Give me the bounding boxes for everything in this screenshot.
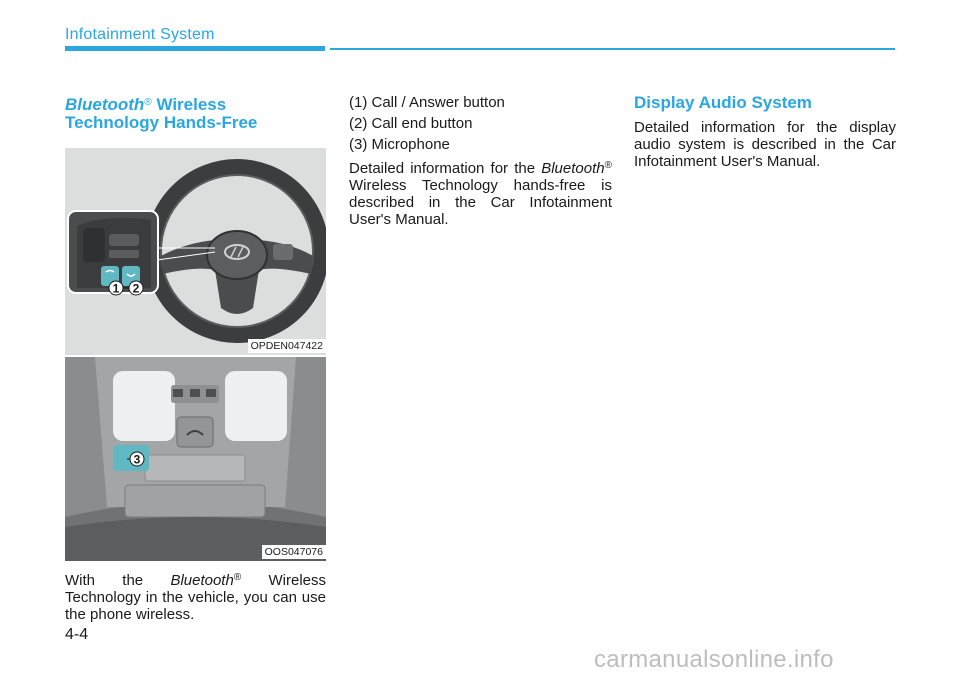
display-audio-paragraph: Detailed information for the display audio system is described in the Car Infotainment User's Manual. bbox=[634, 119, 896, 170]
section-title-display-audio: Display Audio System bbox=[634, 93, 812, 112]
section-title-bluetooth bbox=[65, 94, 326, 132]
list-item-call-end: (2) Call end button bbox=[349, 115, 473, 132]
figure-code-1: OPDEN047422 bbox=[248, 339, 326, 353]
para-lead: Detailed information for the bbox=[349, 160, 536, 177]
column-bluetooth bbox=[65, 94, 326, 623]
column-buttons bbox=[349, 94, 612, 228]
callout-label-2: 2 bbox=[132, 281, 140, 296]
steering-wheel-illustration bbox=[65, 148, 326, 355]
callout-label-3: 3 bbox=[133, 452, 141, 467]
list-item-call-answer: (1) Call / Answer button bbox=[349, 94, 505, 111]
list-item-microphone: (3) Microphone bbox=[349, 136, 450, 153]
intro-rest: Wireless Technology in the vehicle, you can use the phone wireless. bbox=[65, 572, 327, 623]
intro-registered: ® bbox=[233, 572, 242, 583]
title-italic: Bluetooth bbox=[65, 95, 145, 114]
intro-lead: With the bbox=[65, 572, 144, 589]
watermark-site: carmanualsonline.info bbox=[594, 646, 834, 673]
header-rule-thick bbox=[65, 46, 325, 51]
figure-code-2: OOS047076 bbox=[262, 545, 326, 559]
page-number: 4-4 bbox=[65, 626, 89, 643]
handsfree-info-paragraph bbox=[349, 157, 612, 228]
header-rule-thin bbox=[330, 48, 895, 50]
callout-label-1: 1 bbox=[112, 281, 120, 296]
figure-overhead-console bbox=[65, 357, 326, 561]
steering-hub bbox=[207, 231, 267, 279]
bluetooth-intro-paragraph bbox=[65, 569, 326, 623]
para-registered: ® bbox=[604, 160, 612, 171]
figure-steering-wheel bbox=[65, 148, 326, 355]
right-map-lamp bbox=[225, 371, 287, 441]
intro-italic: Bluetooth bbox=[170, 572, 234, 589]
overhead-console-illustration bbox=[65, 357, 326, 561]
title-wireless: Wireless bbox=[156, 95, 227, 114]
title-registered: ® bbox=[144, 97, 152, 108]
para-rest: Wireless Technology hands-free is described in the Car Infotainment User's Manual. bbox=[349, 177, 612, 228]
para-italic: Bluetooth bbox=[541, 160, 605, 177]
title-hands-free: Technology Hands-Free bbox=[65, 113, 258, 132]
left-map-lamp bbox=[113, 371, 175, 441]
header-title: Infotainment System bbox=[65, 26, 215, 43]
column-display-audio bbox=[634, 94, 896, 170]
